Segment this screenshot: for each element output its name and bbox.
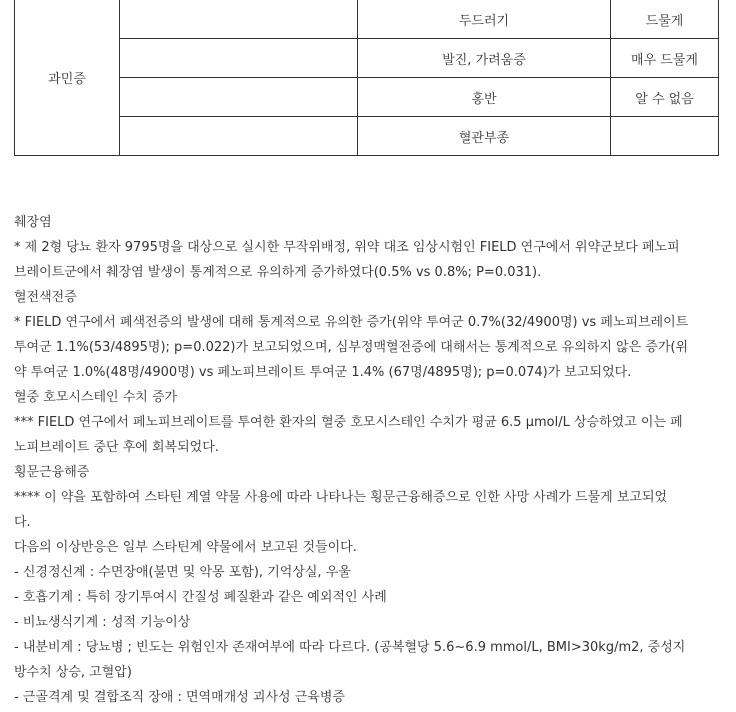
- body-line: 다.: [14, 515, 31, 530]
- body-line: * FIELD 연구에서 폐색전증의 발생에 대해 통계적으로 유의한 증가(위약 투여군 0.7%(32/4900명) vs 페노피브레이트: [14, 315, 689, 330]
- frequency-cell: 매우 드물게: [611, 39, 719, 78]
- body-line: * 제 2형 당뇨 환자 9795명을 대상으로 실시한 무작위배정, 위약 대조 임상시험인 FIELD 연구에서 위약군보다 페노피: [14, 240, 680, 255]
- body-line: *** FIELD 연구에서 페노피브레이트를 투여한 환자의 혈중 호모시스테인 수치가 평균 6.5 μmol/L 상승하였고 이는 페: [14, 415, 683, 430]
- table-cell-empty: [120, 0, 358, 39]
- frequency-cell: [611, 117, 719, 156]
- adverse-reaction-table: [14, 0, 719, 156]
- symptom-cell: 혈관부종: [358, 117, 611, 156]
- frequency-cell: 알 수 없음: [611, 78, 719, 117]
- body-line: 노피브레이트 중단 후에 회복되었다.: [14, 440, 219, 455]
- category-cell: 과민증: [15, 0, 120, 156]
- adverse-reaction-notes: [14, 210, 726, 710]
- section-heading: 횡문근융해증: [14, 465, 90, 480]
- list-item: - 호흡기계 : 특히 장기투여시 간질성 폐질환과 같은 예외적인 사례: [14, 590, 387, 605]
- table-row: [15, 78, 719, 117]
- list-item: - 근골격계 및 결합조직 장애 : 면역매개성 괴사성 근육병증: [14, 690, 345, 705]
- adverse-reaction-table-grid: [14, 0, 719, 156]
- symptom-cell: 홍반: [358, 78, 611, 117]
- body-line: 브레이트군에서 췌장염 발생이 통계적으로 유의하게 증가하였다(0.5% vs 0.8%; P=0.031).: [14, 265, 542, 280]
- frequency-cell: 드물게: [611, 0, 719, 39]
- table-row: [15, 117, 719, 156]
- list-item: - 내분비계 : 당뇨병 ; 빈도는 위험인자 존재여부에 따라 다르다. (공복혈당 5.6~6.9 mmol/L, BMI>30kg/m2, 중성지: [14, 640, 686, 655]
- table-cell-empty: [120, 117, 358, 156]
- list-item: - 비뇨생식기계 : 성적 기능이상: [14, 615, 191, 630]
- table-cell-empty: [120, 39, 358, 78]
- table-cell-empty: [120, 78, 358, 117]
- section-heading: 혈중 호모시스테인 수치 증가: [14, 390, 178, 405]
- table-row: [15, 39, 719, 78]
- table-row: [15, 0, 719, 39]
- body-line: 투여군 1.1%(53/4895명); p=0.022)가 보고되었으며, 심부정맥혈전증에 대해서는 통계적으로 유의하지 않은 증가(위: [14, 340, 689, 355]
- list-item-continued: 방수치 상승, 고혈압): [14, 665, 132, 680]
- list-item: - 신경정신계 : 수면장애(불면 및 악몽 포함), 기억상실, 우울: [14, 565, 351, 580]
- section-heading: 혈전색전증: [14, 290, 77, 305]
- symptom-cell: 발진, 가려움증: [358, 39, 611, 78]
- body-line: 다음의 이상반응은 일부 스타틴계 약물에서 보고된 것들이다.: [14, 540, 357, 555]
- body-line: 약 투여군 1.0%(48명/4900명) vs 페노피브레이트 투여군 1.4% (67명/4895명); p=0.074)가 보고되었다.: [14, 365, 632, 380]
- symptom-cell: 두드러기: [358, 0, 611, 39]
- section-heading: 췌장염: [14, 215, 52, 230]
- body-line: **** 이 약을 포함하여 스타틴 계열 약물 사용에 따라 나타나는 횡문근융해증으로 인한 사망 사례가 드물게 보고되었: [14, 490, 668, 505]
